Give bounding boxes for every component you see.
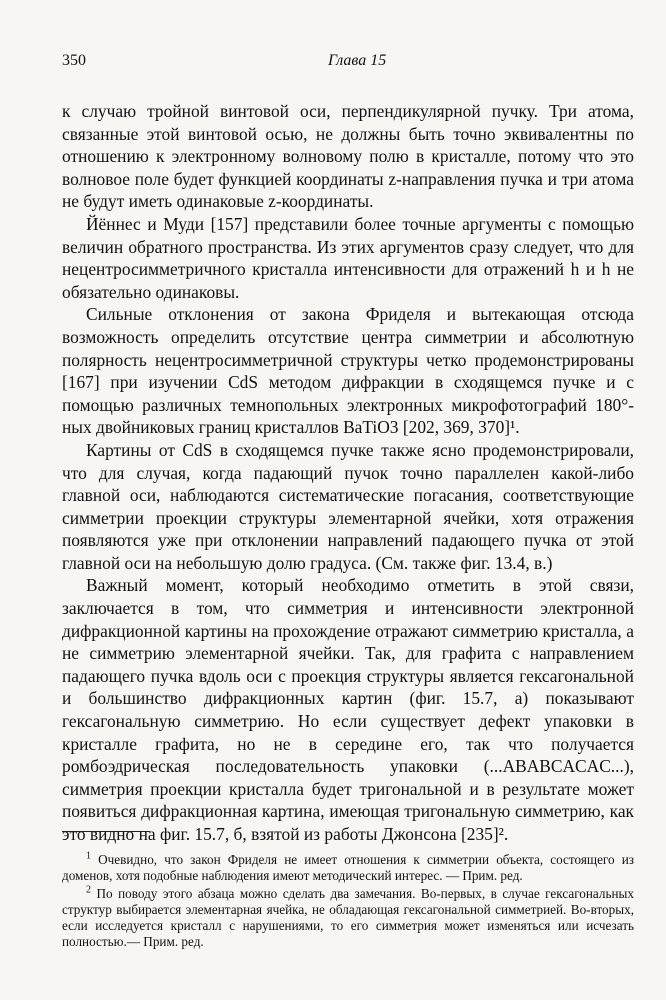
footnotes <box>62 852 634 952</box>
paragraph-1: к случаю тройной винтовой оси, перпендикулярной пучку. Три атома, связанные этой винтовой осью, не должны быть точно эквивалентны по отношению к электронному волновому полю в кристалле, потому что это волновое поле будет функцией координаты z-направления пучка и три атома не будут иметь одинаковые z-координаты. <box>62 101 634 212</box>
paragraph-2: Йённес и Муди [157] представили более точные аргументы с помощью величин обратного пространства. Из этих аргументов сразу следует, что для нецентросимметричного кристалла интенсивности для отражений h и h не обязательно одинаковы. <box>62 213 634 302</box>
footnote-1 <box>62 852 634 884</box>
paragraph-5: Важный момент, который необходимо отметить в этой связи, заключается в том, что симметрия и интенсивности электронной дифракционной картины на прохождение отражают симметрию кристалла, а не симметрию элементарной ячейки. Так, для графита с направлением падающего пучка вдоль оси c проекция структуры является гексагональной и большинство дифракционных картин (фиг. 15.7, а) показывают гексагональную симметрию. Но если существует дефект упаковки в кристалле графита, но не в середине его, так что получается ромбоэдрическая последовательность упаковки (...ABABCACAC...), симметрия проекции кристалла будет тригональной и в результате может появиться дифракционная картина, имеющая тригональную симметрию, как это видно на фиг. 15.7, б, взятой из работы Джонсона [235]². <box>62 575 634 844</box>
footnote-separator <box>62 831 150 832</box>
page-header <box>62 52 636 76</box>
footnote-1-text: Очевидно, что закон Фриделя не имеет отношения к симметрии объекта, состоящего из доменов, хотя подобные наблюдения имеют методический интерес. — Прим. ред. <box>62 852 634 883</box>
footnote-2-text: По поводу этого абзаца можно сделать два замечания. Во-первых, в случае гексагональных структур выбирается элементарная ячейка, не обладающая гексагональной симметрией. Во-вторых, если исследуется кристалл с нарушениями, то его симметрия может изменяться или исчезать полностью.— Прим. ред. <box>62 886 635 949</box>
main-text <box>62 100 634 846</box>
footnote-1-mark: 1 <box>86 850 91 862</box>
paragraph-3: Сильные отклонения от закона Фриделя и вытекающая отсюда возможность определить отсутствие центра симметрии и абсолютную полярность нецентросимметричной структуры четко продемонстрированы [167] при изучении CdS методом дифракции в сходящемся пучке и с помощью различных темнопольных электронных микрофотографий 180°-ных двойниковых границ кристаллов BaTiO3 [202, 369, 370]¹. <box>62 304 634 438</box>
paragraph-4: Картины от CdS в сходящемся пучке также ясно продемонстрировали, что для случая, когда падающий пучок точно параллелен какой-либо главной оси, наблюдаются систематические погасания, соответствующие симметрии проекции структуры элементарной ячейки, хотя отражения появляются уже при отклонении направлений падающего пучка от этой главной оси на небольшую долю градуса. (См. также фиг. 13.4, в.) <box>62 439 634 573</box>
footnote-2 <box>62 886 634 950</box>
footnote-2-mark: 2 <box>86 884 91 896</box>
chapter-title: Глава 15 <box>328 52 387 69</box>
page-number: 350 <box>62 52 86 69</box>
